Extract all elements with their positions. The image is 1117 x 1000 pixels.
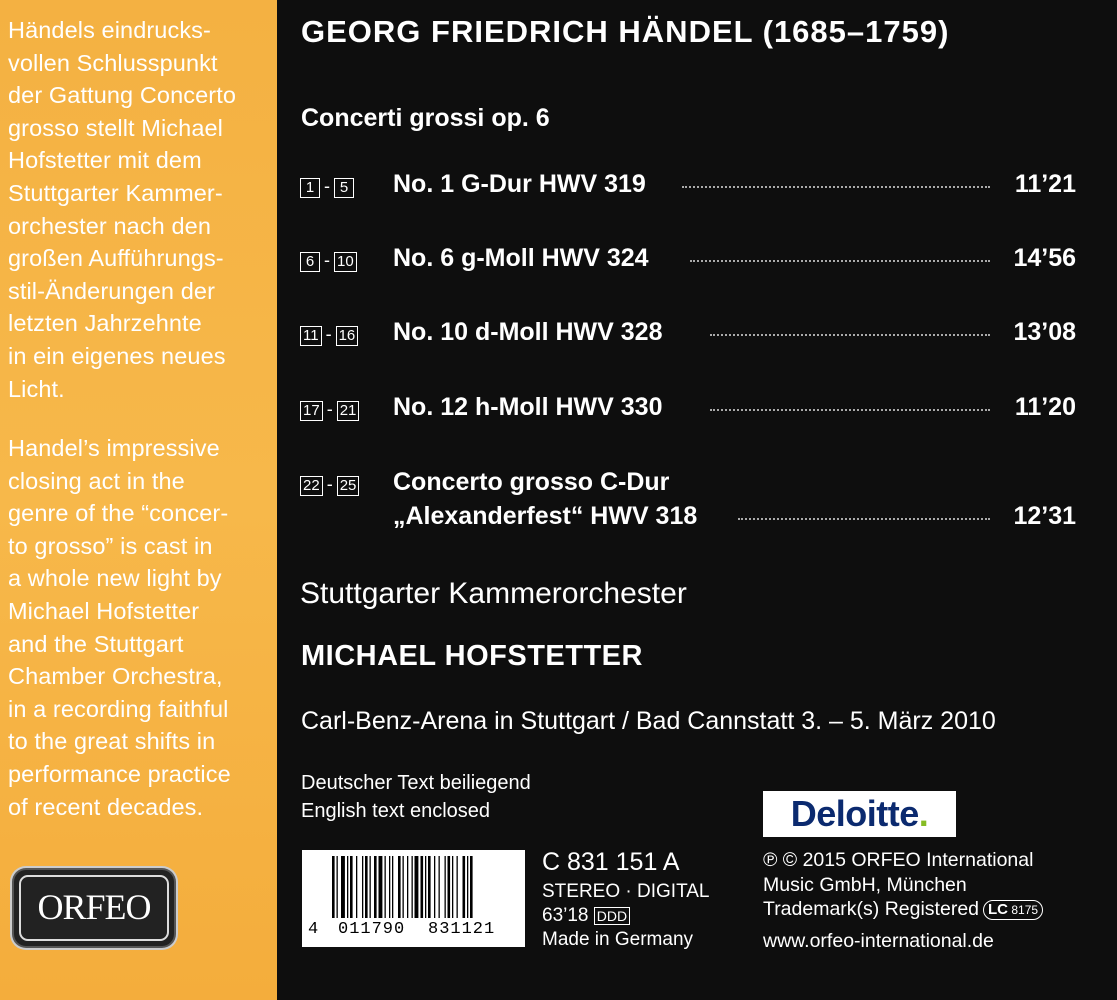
barcode-bar: [332, 856, 335, 918]
orchestra-name: Stuttgarter Kammerorchester: [300, 577, 687, 610]
label-code-badge: LC 8175: [983, 900, 1043, 920]
dot-leader: [710, 409, 990, 411]
copyright-line-3: Trademark(s) Registered: [763, 898, 980, 920]
barcode-bar: [412, 856, 413, 918]
recording-venue: Carl-Benz-Arena in Stuttgart / Bad Cannstatt 3. – 5. März 2010: [301, 707, 996, 735]
track-title: No. 1 G-Dur HWV 319: [393, 170, 646, 198]
track-duration: 11’20: [1014, 393, 1076, 421]
orfeo-logo: [14, 870, 174, 946]
logo-text: ORFEO: [37, 887, 151, 927]
track-row: [300, 468, 1078, 530]
copyright-line-2: Music GmbH, München: [763, 873, 967, 896]
barcode-bar: [356, 856, 357, 918]
copyright-line-1: ℗ © 2015 ORFEO International: [763, 849, 1034, 871]
track-duration: 11’21: [1014, 170, 1076, 198]
barcode-bar: [385, 856, 386, 918]
barcode-group2: 831121: [428, 920, 496, 939]
track-range: 11 - 16: [300, 324, 358, 346]
barcode-bar: [350, 856, 353, 918]
barcode-bar: [389, 856, 390, 918]
barcode-bar: [374, 856, 377, 918]
barcode-lead: 4: [308, 920, 319, 939]
dot-leader: [690, 260, 990, 262]
dot-leader: [682, 186, 990, 188]
lang-de: Deutscher Text beiliegend: [301, 772, 531, 794]
barcode-bar: [421, 856, 424, 918]
barcode-bar: [434, 856, 435, 918]
catalog-number: C 831 151 A: [542, 848, 680, 876]
left-panel: [0, 0, 277, 1000]
track-duration: 13’08: [1013, 318, 1076, 346]
barcode-bar: [463, 856, 466, 918]
track-row: [300, 393, 1078, 427]
track-title: No. 12 h-Moll HWV 330: [393, 393, 663, 421]
track-duration: 12’31: [1013, 502, 1076, 530]
barcode-bar: [470, 856, 473, 918]
dot-leader: [710, 334, 990, 336]
barcode-bar: [337, 856, 338, 918]
copyright-block: [763, 848, 1043, 922]
track-row: [300, 244, 1078, 278]
track-range: 22 - 25: [300, 474, 359, 496]
format: STEREO · DIGITAL: [542, 881, 710, 902]
format-info: [542, 880, 710, 952]
made-in: Made in Germany: [542, 929, 694, 950]
blurb-german: Händels eindrucks- vollen Schlusspunkt der Gattung Concerto grosso stellt Michael Hofstetter mit dem Stuttgarter Kammer- orchester nach den großen Aufführungs- stil-Änderungen der letzten Jahrzehnte in ein eigenes neues Licht.: [8, 17, 236, 402]
barcode: [302, 850, 525, 947]
barcode-bar: [365, 856, 368, 918]
barcode-bar: [407, 856, 408, 918]
ddd-badge: DDD: [594, 907, 630, 925]
barcode-bar: [403, 856, 404, 918]
barcode-bar: [392, 856, 393, 918]
duration: 63’18: [542, 905, 589, 926]
track-title: No. 10 d-Moll HWV 328: [393, 318, 663, 346]
dot-leader: [738, 518, 990, 520]
barcode-digits: [302, 920, 525, 942]
barcode-bar: [428, 856, 431, 918]
barcode-bar: [425, 856, 426, 918]
language-notes: [301, 769, 531, 825]
barcode-bar: [415, 856, 419, 918]
barcode-group1: 011790: [338, 920, 406, 939]
barcode-bar: [370, 856, 371, 918]
barcode-bars: [332, 856, 518, 918]
barcode-bar: [341, 856, 345, 918]
track-title: No. 6 g-Moll HWV 324: [393, 244, 649, 272]
barcode-bar: [398, 856, 401, 918]
barcode-bar: [347, 856, 348, 918]
website: www.orfeo-international.de: [763, 930, 994, 952]
conductor-name: MICHAEL HOFSTETTER: [301, 640, 643, 672]
track-range: 17 - 21: [300, 399, 359, 421]
deloitte-logo: Deloitte.: [763, 791, 956, 837]
barcode-bar: [439, 856, 440, 918]
track-row: [300, 318, 1078, 352]
track-title-line-2: „Alexanderfest“ HWV 318: [393, 502, 698, 530]
barcode-bar: [457, 856, 458, 918]
track-duration: 14’56: [1013, 244, 1076, 272]
lang-en: English text enclosed: [301, 800, 491, 822]
work-title: Concerti grossi op. 6: [301, 104, 550, 132]
barcode-bar: [467, 856, 468, 918]
track-range: 1 - 5: [300, 176, 354, 198]
barcode-bar: [445, 856, 446, 918]
barcode-bar: [362, 856, 363, 918]
barcode-bar: [379, 856, 383, 918]
track-title: Concerto grosso C-Dur: [393, 468, 670, 496]
barcode-bar: [448, 856, 451, 918]
composer-heading: GEORG FRIEDRICH HÄNDEL (1685–1759): [301, 14, 950, 49]
blurb-english: Handel’s impressive closing act in the genre of the “concer- to grosso” is cast in a whole new light by Michael Hofstetter and the Stuttgart Chamber Orchestra, in a recording faithful to the great shifts in performance practice of recent decades.: [8, 435, 231, 820]
track-range: 6 - 10: [300, 250, 357, 272]
barcode-bar: [452, 856, 453, 918]
track-row: [300, 170, 1078, 204]
